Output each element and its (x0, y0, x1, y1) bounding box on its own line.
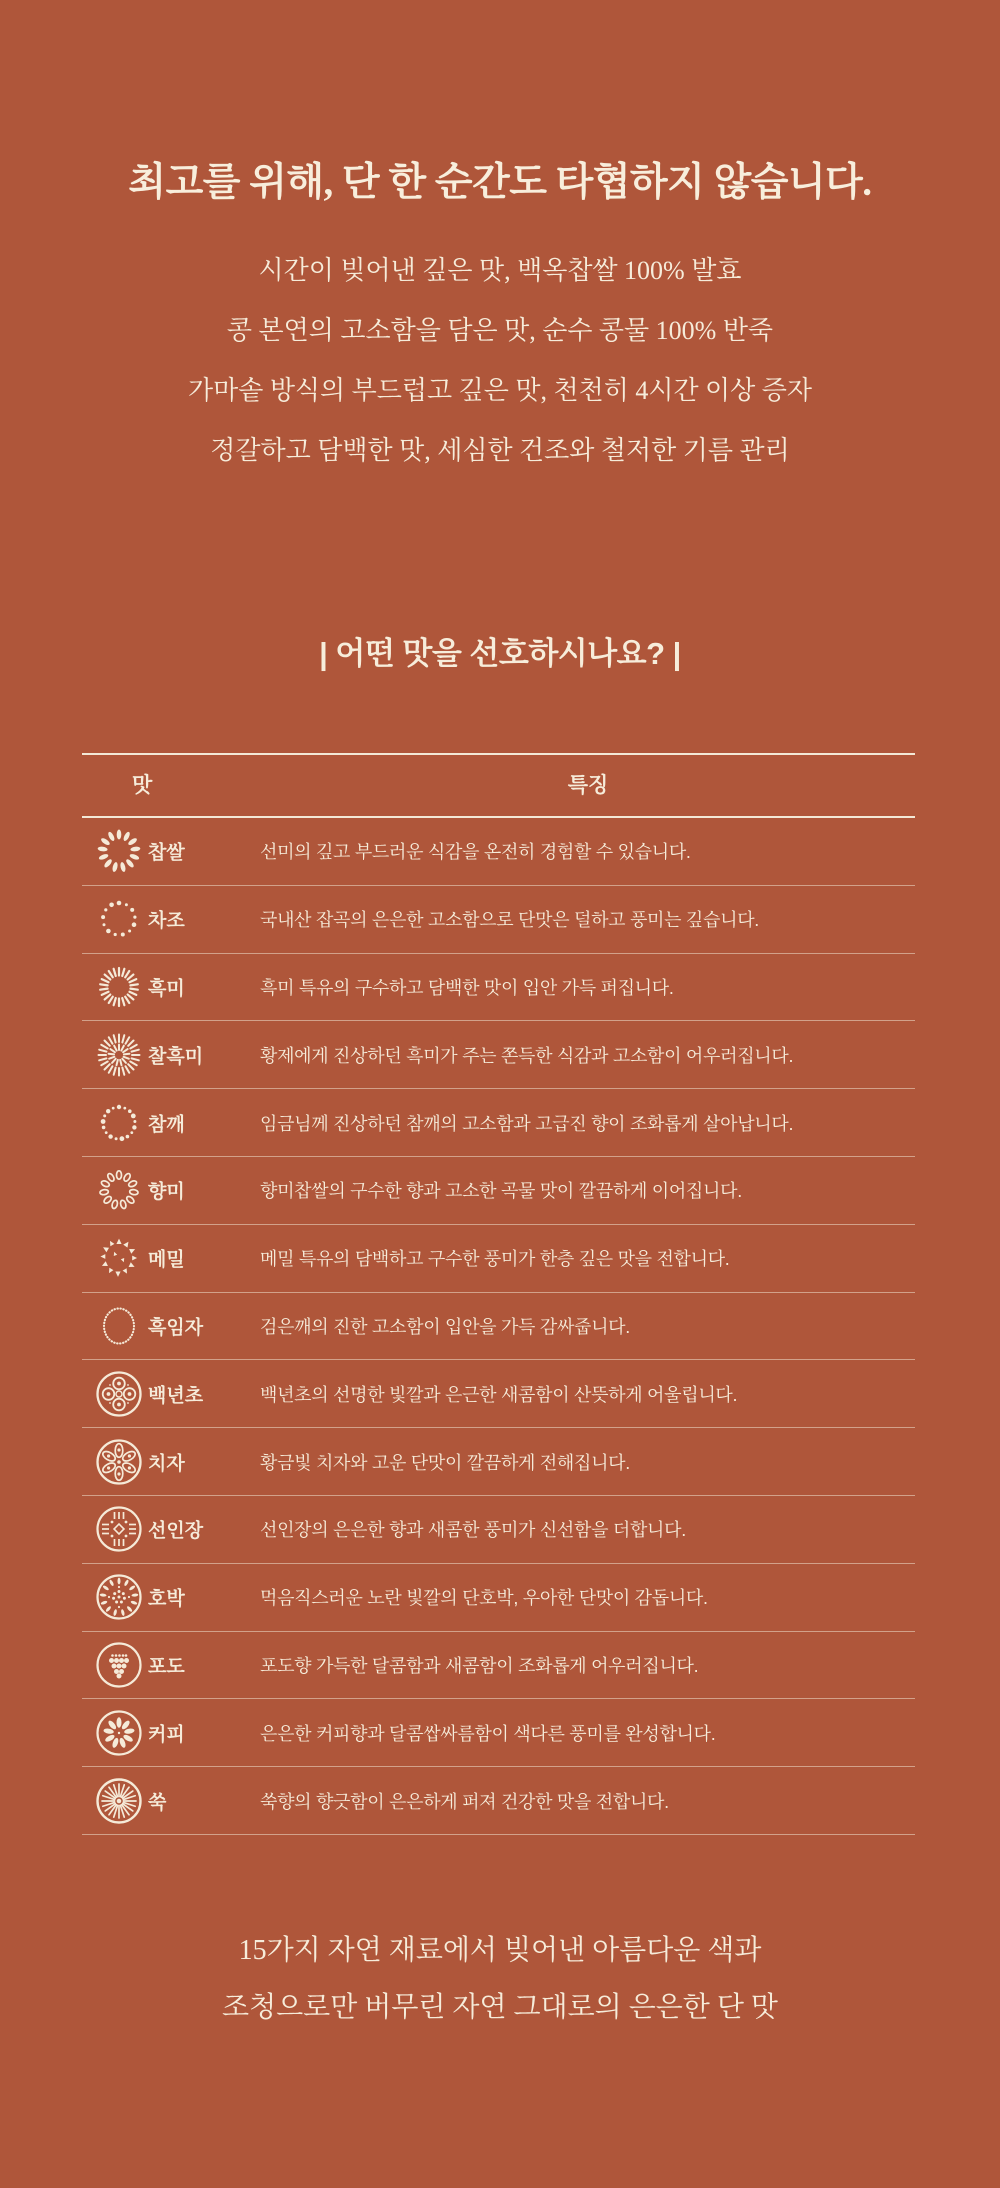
taste-table-row (82, 1157, 915, 1225)
taste-description: 황금빛 치자와 고운 단맛이 깔끔하게 전해집니다. (260, 1452, 630, 1473)
taste-description: 백년초의 선명한 빛깔과 은근한 새콤함이 산뜻하게 어울립니다. (260, 1384, 738, 1405)
pumpkin-icon (95, 1573, 143, 1621)
taste-name: 참깨 (148, 1114, 185, 1136)
taste-table-row (82, 1632, 915, 1700)
aromatic-rice-icon (95, 1166, 143, 1214)
taste-table-row (82, 1293, 915, 1361)
glutinous-black-rice-icon (95, 1031, 143, 1079)
intro-line: 시간이 빚어낸 깊은 맛, 백옥찹쌀 100% 발효 (258, 256, 742, 285)
taste-description: 황제에게 진상하던 흑미가 주는 쫀득한 식감과 고소함이 어우러집니다. (260, 1045, 794, 1066)
taste-description: 선미의 깊고 부드러운 식감을 온전히 경험할 수 있습니다. (260, 842, 691, 863)
taste-description: 은은한 커피향과 달콤쌉싸름함이 색다른 풍미를 완성합니다. (260, 1723, 716, 1744)
taste-name: 찹쌀 (148, 842, 185, 864)
taste-table-row (82, 1360, 915, 1428)
taste-table-row (82, 1225, 915, 1293)
taste-table-row (82, 1428, 915, 1496)
taste-name: 찰흑미 (148, 1046, 204, 1068)
glutinous-rice-icon (95, 827, 143, 875)
closing-line: 15가지 자연 재료에서 빚어낸 아름다운 색과 (238, 1935, 762, 1966)
intro-line: 가마솥 방식의 부드럽고 깊은 맛, 천천히 4시간 이상 증자 (187, 376, 813, 405)
taste-table-row (82, 1496, 915, 1564)
intro-line: 정갈하고 담백한 맛, 세심한 건조와 철저한 기름 관리 (210, 436, 790, 465)
black-sesame-icon (95, 1302, 143, 1350)
taste-name: 쑥 (148, 1792, 167, 1814)
taste-description: 선인장의 은은한 향과 새콤한 풍미가 신선함을 더합니다. (260, 1520, 686, 1541)
section-title: | 어떤 맛을 선호하시나요? | (319, 636, 681, 671)
taste-description: 흑미 특유의 구수하고 담백한 맛이 입안 가득 퍼집니다. (260, 977, 674, 998)
prickly-pear-icon (95, 1370, 143, 1418)
table-header-row (82, 753, 915, 818)
taste-table-row (82, 1767, 915, 1835)
taste-name: 향미 (148, 1181, 185, 1203)
headline: 최고를 위해, 단 한 순간도 타협하지 않습니다. (128, 161, 872, 204)
taste-description: 검은깨의 진한 고소함이 입안을 가득 감싸줍니다. (260, 1316, 630, 1337)
taste-table-row (82, 954, 915, 1022)
taste-name: 차조 (148, 910, 185, 932)
taste-table (82, 753, 915, 1835)
intro-paragraph (0, 241, 1000, 481)
taste-table-row (82, 1699, 915, 1767)
taste-description: 국내산 잡곡의 은은한 고소함으로 단맛은 덜하고 풍미는 깊습니다. (260, 910, 759, 931)
closing-paragraph (0, 1922, 1000, 2036)
cactus-icon (95, 1505, 143, 1553)
taste-description: 임금님께 진상하던 참깨의 고소함과 고급진 향이 조화롭게 살아납니다. (260, 1113, 794, 1134)
taste-name: 메밀 (148, 1249, 185, 1271)
taste-name: 흑임자 (148, 1317, 204, 1339)
taste-table-row (82, 1021, 915, 1089)
buckwheat-icon (95, 1234, 143, 1282)
taste-description: 쑥향의 향긋함이 은은하게 퍼져 건강한 맛을 전합니다. (260, 1791, 669, 1812)
closing-line: 조청으로만 버무린 자연 그대로의 은은한 단 맛 (222, 1992, 778, 2023)
taste-description: 포도향 가득한 달콤함과 새콤함이 조화롭게 어우러집니다. (260, 1655, 699, 1676)
taste-description: 메밀 특유의 담백하고 구수한 풍미가 한층 깊은 맛을 전합니다. (260, 1249, 730, 1270)
grape-icon (95, 1641, 143, 1689)
taste-name: 호박 (148, 1588, 185, 1610)
taste-name: 포도 (148, 1656, 185, 1678)
sesame-icon (95, 1099, 143, 1147)
intro-line: 콩 본연의 고소함을 담은 맛, 순수 콩물 100% 반죽 (226, 316, 774, 345)
feature-column-header: 특징 (567, 774, 609, 797)
taste-name: 흑미 (148, 978, 185, 1000)
table-body (82, 818, 915, 1835)
taste-description: 향미찹쌀의 구수한 향과 고소한 곡물 맛이 깔끔하게 이어집니다. (260, 1181, 742, 1202)
black-rice-icon (95, 963, 143, 1011)
taste-description: 먹음직스러운 노란 빛깔의 단호박, 우아한 단맛이 감돕니다. (260, 1588, 708, 1609)
taste-name: 선인장 (148, 1520, 204, 1542)
taste-column-header: 맛 (132, 774, 153, 797)
millet-icon (95, 895, 143, 943)
mugwort-icon (95, 1777, 143, 1825)
coffee-icon (95, 1709, 143, 1757)
taste-name: 백년초 (148, 1385, 204, 1407)
taste-name: 치자 (148, 1453, 185, 1475)
gardenia-icon (95, 1438, 143, 1486)
taste-table-row (82, 886, 915, 954)
taste-table-row (82, 1564, 915, 1632)
taste-table-row (82, 818, 915, 886)
taste-table-row (82, 1089, 915, 1157)
taste-name: 커피 (148, 1724, 185, 1746)
